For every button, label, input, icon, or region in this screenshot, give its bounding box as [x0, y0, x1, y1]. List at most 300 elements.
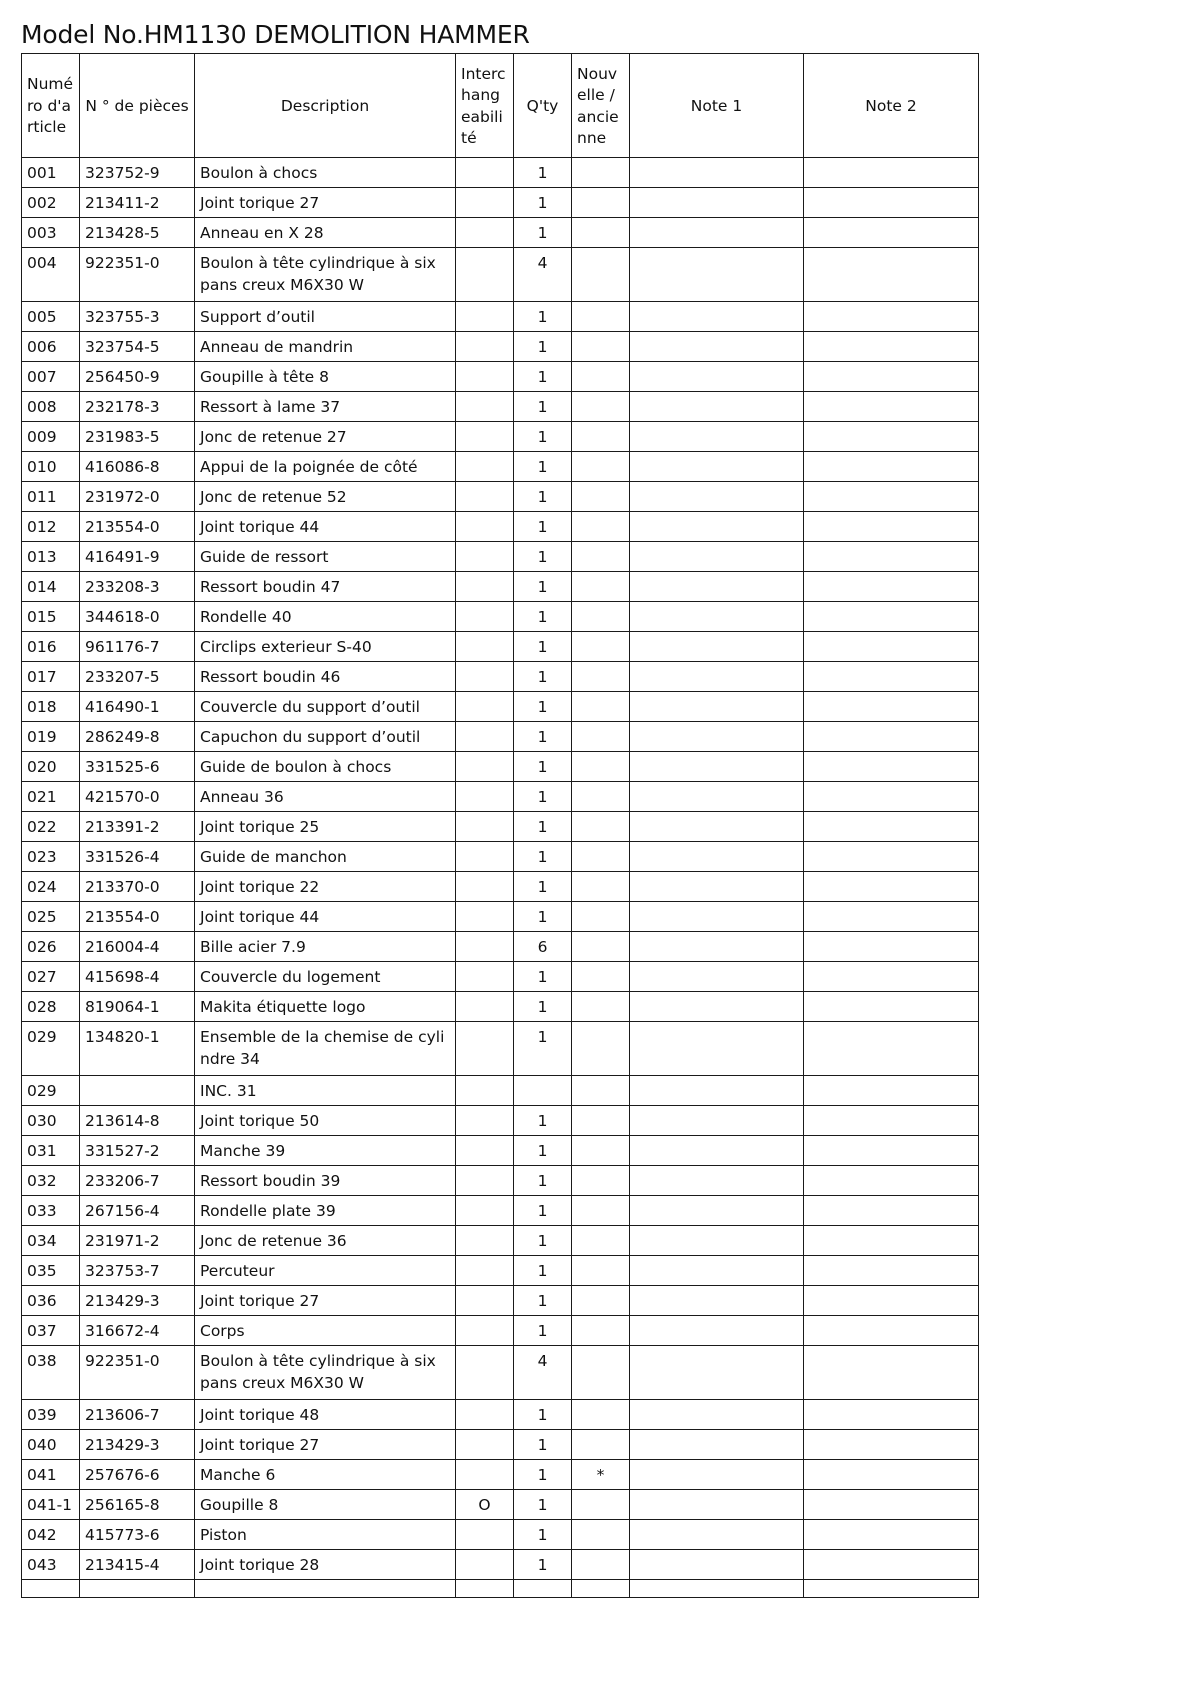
- note-1-cell: [630, 872, 804, 902]
- new-old-cell: [572, 962, 630, 992]
- table-row: [22, 392, 979, 422]
- quantity-cell: 1: [514, 512, 572, 542]
- description-cell: Joint torique 50: [195, 1106, 456, 1136]
- table-row: [22, 752, 979, 782]
- new-old-cell: [572, 188, 630, 218]
- new-old-cell: [572, 1106, 630, 1136]
- note-2-cell: [804, 662, 979, 692]
- description-cell: Ressort boudin 39: [195, 1166, 456, 1196]
- item-number-cell: 016: [22, 632, 80, 662]
- item-number-cell: 035: [22, 1256, 80, 1286]
- note-1-cell: [630, 782, 804, 812]
- new-old-cell: [572, 158, 630, 188]
- quantity-cell: 1: [514, 992, 572, 1022]
- note-2-cell: [804, 1076, 979, 1106]
- new-old-cell: *: [572, 1460, 630, 1490]
- new-old-cell: [572, 662, 630, 692]
- quantity-cell: 1: [514, 1256, 572, 1286]
- item-number-cell: 028: [22, 992, 80, 1022]
- interchangeability-cell: [456, 812, 514, 842]
- note-2-cell: [804, 302, 979, 332]
- note-1-cell: [630, 992, 804, 1022]
- description-cell: Guide de boulon à chocs: [195, 752, 456, 782]
- description-cell: Makita étiquette logo: [195, 992, 456, 1022]
- note-2-cell: [804, 1460, 979, 1490]
- description-cell: Circlips exterieur S-40: [195, 632, 456, 662]
- description-cell: Couvercle du support d’outil: [195, 692, 456, 722]
- note-1-cell: [630, 1136, 804, 1166]
- item-number-cell: 025: [22, 902, 80, 932]
- part-number-cell: 213606-7: [80, 1400, 195, 1430]
- new-old-cell: [572, 602, 630, 632]
- empty-cell: [630, 1580, 804, 1598]
- quantity-cell: 1: [514, 812, 572, 842]
- part-number-cell: 216004-4: [80, 932, 195, 962]
- note-1-cell: [630, 1490, 804, 1520]
- item-number-cell: 002: [22, 188, 80, 218]
- note-1-cell: [630, 1316, 804, 1346]
- new-old-cell: [572, 632, 630, 662]
- description-cell: Manche 39: [195, 1136, 456, 1166]
- item-number-cell: 022: [22, 812, 80, 842]
- new-old-cell: [572, 1166, 630, 1196]
- description-cell: Goupille 8: [195, 1490, 456, 1520]
- interchangeability-cell: [456, 632, 514, 662]
- interchangeability-cell: [456, 1226, 514, 1256]
- quantity-cell: [514, 1076, 572, 1106]
- item-number-cell: 012: [22, 512, 80, 542]
- note-2-cell: [804, 1256, 979, 1286]
- note-2-cell: [804, 692, 979, 722]
- part-number-cell: 416491-9: [80, 542, 195, 572]
- note-1-cell: [630, 218, 804, 248]
- item-number-cell: 003: [22, 218, 80, 248]
- item-number-cell: 024: [22, 872, 80, 902]
- page-title: Model No.HM1130 DEMOLITION HAMMER: [21, 20, 530, 49]
- quantity-cell: 4: [514, 1346, 572, 1400]
- new-old-cell: [572, 422, 630, 452]
- note-1-cell: [630, 1226, 804, 1256]
- interchangeability-cell: [456, 692, 514, 722]
- note-2-cell: [804, 1430, 979, 1460]
- description-cell: Jonc de retenue 52: [195, 482, 456, 512]
- item-number-cell: 018: [22, 692, 80, 722]
- item-number-cell: 040: [22, 1430, 80, 1460]
- description-cell: Boulon à tête cylindrique à six pans creux M6X30 W: [195, 248, 456, 302]
- table-row: [22, 1256, 979, 1286]
- note-1-cell: [630, 1346, 804, 1400]
- new-old-cell: [572, 782, 630, 812]
- table-row-continued: [22, 1580, 979, 1598]
- empty-cell: [456, 1580, 514, 1598]
- note-2-cell: [804, 1346, 979, 1400]
- table-row: [22, 332, 979, 362]
- interchangeability-cell: [456, 1106, 514, 1136]
- note-1-cell: [630, 812, 804, 842]
- note-1-cell: [630, 1430, 804, 1460]
- description-cell: Ensemble de la chemise de cylindre 34: [195, 1022, 456, 1076]
- interchangeability-cell: [456, 932, 514, 962]
- description-cell: Guide de ressort: [195, 542, 456, 572]
- interchangeability-cell: [456, 1256, 514, 1286]
- part-number-cell: 213370-0: [80, 872, 195, 902]
- part-number-cell: 213428-5: [80, 218, 195, 248]
- description-cell: Anneau de mandrin: [195, 332, 456, 362]
- part-number-cell: 961176-7: [80, 632, 195, 662]
- item-number-cell: 042: [22, 1520, 80, 1550]
- note-1-cell: [630, 752, 804, 782]
- table-row: [22, 632, 979, 662]
- part-number-cell: 213554-0: [80, 902, 195, 932]
- empty-cell: [514, 1580, 572, 1598]
- description-cell: Percuteur: [195, 1256, 456, 1286]
- table-row: [22, 1400, 979, 1430]
- quantity-cell: 1: [514, 422, 572, 452]
- part-number-cell: 232178-3: [80, 392, 195, 422]
- quantity-cell: 1: [514, 1430, 572, 1460]
- quantity-cell: 1: [514, 962, 572, 992]
- quantity-cell: 1: [514, 1196, 572, 1226]
- quantity-cell: 1: [514, 452, 572, 482]
- table-row: [22, 188, 979, 218]
- note-2-cell: [804, 1490, 979, 1520]
- table-row: [22, 872, 979, 902]
- new-old-cell: [572, 542, 630, 572]
- new-old-cell: [572, 1196, 630, 1226]
- item-number-cell: 034: [22, 1226, 80, 1256]
- description-cell: Joint torique 22: [195, 872, 456, 902]
- note-1-cell: [630, 692, 804, 722]
- note-2-cell: [804, 218, 979, 248]
- interchangeability-cell: [456, 218, 514, 248]
- new-old-cell: [572, 362, 630, 392]
- part-number-cell: 323754-5: [80, 332, 195, 362]
- part-number-cell: 323752-9: [80, 158, 195, 188]
- item-number-cell: 009: [22, 422, 80, 452]
- table-row: [22, 1106, 979, 1136]
- item-number-cell: 014: [22, 572, 80, 602]
- note-2-cell: [804, 1286, 979, 1316]
- new-old-cell: [572, 992, 630, 1022]
- table-row: [22, 1076, 979, 1106]
- new-old-cell: [572, 1316, 630, 1346]
- note-1-cell: [630, 332, 804, 362]
- part-number-cell: 231972-0: [80, 482, 195, 512]
- interchangeability-cell: [456, 722, 514, 752]
- header-part-number: N ° de pièces: [80, 54, 195, 158]
- note-2-cell: [804, 962, 979, 992]
- table-row: [22, 218, 979, 248]
- note-2-cell: [804, 482, 979, 512]
- description-cell: Appui de la poignée de côté: [195, 452, 456, 482]
- interchangeability-cell: [456, 1460, 514, 1490]
- note-1-cell: [630, 302, 804, 332]
- note-2-cell: [804, 158, 979, 188]
- part-number-cell: 415773-6: [80, 1520, 195, 1550]
- part-number-cell: 233208-3: [80, 572, 195, 602]
- quantity-cell: 6: [514, 932, 572, 962]
- table-row: [22, 572, 979, 602]
- interchangeability-cell: [456, 1316, 514, 1346]
- description-cell: Rondelle 40: [195, 602, 456, 632]
- new-old-cell: [572, 1490, 630, 1520]
- empty-cell: [195, 1580, 456, 1598]
- parts-table: [21, 53, 979, 1598]
- item-number-cell: 037: [22, 1316, 80, 1346]
- interchangeability-cell: [456, 542, 514, 572]
- note-1-cell: [630, 842, 804, 872]
- description-cell: Ressort boudin 46: [195, 662, 456, 692]
- quantity-cell: 1: [514, 1226, 572, 1256]
- quantity-cell: 1: [514, 902, 572, 932]
- item-number-cell: 017: [22, 662, 80, 692]
- note-2-cell: [804, 572, 979, 602]
- description-cell: Ressort à lame 37: [195, 392, 456, 422]
- description-cell: Joint torique 27: [195, 188, 456, 218]
- description-cell: Joint torique 27: [195, 1430, 456, 1460]
- part-number-cell: 415698-4: [80, 962, 195, 992]
- table-row: [22, 158, 979, 188]
- note-1-cell: [630, 362, 804, 392]
- note-2-cell: [804, 512, 979, 542]
- item-number-cell: 032: [22, 1166, 80, 1196]
- part-number-cell: 213391-2: [80, 812, 195, 842]
- description-cell: Joint torique 48: [195, 1400, 456, 1430]
- quantity-cell: 1: [514, 158, 572, 188]
- interchangeability-cell: [456, 362, 514, 392]
- note-2-cell: [804, 992, 979, 1022]
- new-old-cell: [572, 752, 630, 782]
- header-note-2: Note 2: [804, 54, 979, 158]
- quantity-cell: 1: [514, 1400, 572, 1430]
- note-1-cell: [630, 1022, 804, 1076]
- quantity-cell: 1: [514, 752, 572, 782]
- new-old-cell: [572, 392, 630, 422]
- new-old-cell: [572, 332, 630, 362]
- new-old-cell: [572, 1076, 630, 1106]
- part-number-cell: 213415-4: [80, 1550, 195, 1580]
- item-number-cell: 031: [22, 1136, 80, 1166]
- new-old-cell: [572, 512, 630, 542]
- note-2-cell: [804, 1196, 979, 1226]
- quantity-cell: 1: [514, 542, 572, 572]
- header-item-number: Numéro d'article: [22, 54, 80, 158]
- quantity-cell: 1: [514, 692, 572, 722]
- interchangeability-cell: [456, 392, 514, 422]
- interchangeability-cell: [456, 902, 514, 932]
- interchangeability-cell: [456, 158, 514, 188]
- new-old-cell: [572, 1550, 630, 1580]
- note-1-cell: [630, 1106, 804, 1136]
- table-row: [22, 782, 979, 812]
- new-old-cell: [572, 1520, 630, 1550]
- item-number-cell: 027: [22, 962, 80, 992]
- part-number-cell: 323755-3: [80, 302, 195, 332]
- table-row: [22, 1136, 979, 1166]
- note-2-cell: [804, 602, 979, 632]
- part-number-cell: 416086-8: [80, 452, 195, 482]
- item-number-cell: 013: [22, 542, 80, 572]
- table-row: [22, 1316, 979, 1346]
- item-number-cell: 041: [22, 1460, 80, 1490]
- table-row: [22, 932, 979, 962]
- note-1-cell: [630, 542, 804, 572]
- interchangeability-cell: [456, 1196, 514, 1226]
- note-1-cell: [630, 248, 804, 302]
- item-number-cell: 020: [22, 752, 80, 782]
- part-number-cell: 267156-4: [80, 1196, 195, 1226]
- table-row: [22, 1022, 979, 1076]
- new-old-cell: [572, 302, 630, 332]
- note-2-cell: [804, 1550, 979, 1580]
- item-number-cell: 023: [22, 842, 80, 872]
- part-number-cell: 233206-7: [80, 1166, 195, 1196]
- table-row: [22, 302, 979, 332]
- table-row: [22, 722, 979, 752]
- quantity-cell: 1: [514, 1550, 572, 1580]
- note-2-cell: [804, 1400, 979, 1430]
- table-row: [22, 602, 979, 632]
- interchangeability-cell: [456, 302, 514, 332]
- description-cell: Corps: [195, 1316, 456, 1346]
- quantity-cell: 1: [514, 392, 572, 422]
- description-cell: Boulon à chocs: [195, 158, 456, 188]
- new-old-cell: [572, 812, 630, 842]
- part-number-cell: 331526-4: [80, 842, 195, 872]
- note-2-cell: [804, 188, 979, 218]
- quantity-cell: 1: [514, 302, 572, 332]
- part-number-cell: 233207-5: [80, 662, 195, 692]
- empty-cell: [804, 1580, 979, 1598]
- note-2-cell: [804, 392, 979, 422]
- note-1-cell: [630, 932, 804, 962]
- note-2-cell: [804, 362, 979, 392]
- description-cell: Joint torique 44: [195, 512, 456, 542]
- quantity-cell: 1: [514, 1106, 572, 1136]
- quantity-cell: 1: [514, 602, 572, 632]
- quantity-cell: 1: [514, 1166, 572, 1196]
- note-2-cell: [804, 1136, 979, 1166]
- table-row: [22, 1520, 979, 1550]
- quantity-cell: 1: [514, 1136, 572, 1166]
- note-1-cell: [630, 1196, 804, 1226]
- table-header-row: [22, 54, 979, 158]
- note-1-cell: [630, 602, 804, 632]
- table-row: [22, 812, 979, 842]
- table-row: [22, 452, 979, 482]
- item-number-cell: 030: [22, 1106, 80, 1136]
- interchangeability-cell: [456, 1136, 514, 1166]
- description-cell: Anneau 36: [195, 782, 456, 812]
- new-old-cell: [572, 842, 630, 872]
- note-1-cell: [630, 392, 804, 422]
- table-row: [22, 422, 979, 452]
- part-number-cell: 231971-2: [80, 1226, 195, 1256]
- note-2-cell: [804, 812, 979, 842]
- note-2-cell: [804, 932, 979, 962]
- part-number-cell: 213554-0: [80, 512, 195, 542]
- interchangeability-cell: [456, 572, 514, 602]
- table-row: [22, 1196, 979, 1226]
- note-2-cell: [804, 1022, 979, 1076]
- header-note-1: Note 1: [630, 54, 804, 158]
- new-old-cell: [572, 218, 630, 248]
- item-number-cell: 015: [22, 602, 80, 632]
- note-2-cell: [804, 1226, 979, 1256]
- interchangeability-cell: [456, 662, 514, 692]
- new-old-cell: [572, 452, 630, 482]
- table-body: [22, 158, 979, 1598]
- part-number-cell: 256450-9: [80, 362, 195, 392]
- note-2-cell: [804, 248, 979, 302]
- new-old-cell: [572, 872, 630, 902]
- new-old-cell: [572, 1346, 630, 1400]
- note-1-cell: [630, 1076, 804, 1106]
- table-row: [22, 1460, 979, 1490]
- item-number-cell: 039: [22, 1400, 80, 1430]
- part-number-cell: 256165-8: [80, 1490, 195, 1520]
- item-number-cell: 001: [22, 158, 80, 188]
- empty-cell: [22, 1580, 80, 1598]
- note-1-cell: [630, 482, 804, 512]
- interchangeability-cell: [456, 1520, 514, 1550]
- quantity-cell: 1: [514, 1520, 572, 1550]
- description-cell: Boulon à tête cylindrique à six pans creux M6X30 W: [195, 1346, 456, 1400]
- quantity-cell: 1: [514, 632, 572, 662]
- note-1-cell: [630, 722, 804, 752]
- part-number-cell: 819064-1: [80, 992, 195, 1022]
- table-row: [22, 1346, 979, 1400]
- item-number-cell: 026: [22, 932, 80, 962]
- new-old-cell: [572, 1136, 630, 1166]
- part-number-cell: 213429-3: [80, 1286, 195, 1316]
- item-number-cell: 021: [22, 782, 80, 812]
- note-1-cell: [630, 902, 804, 932]
- new-old-cell: [572, 1430, 630, 1460]
- note-1-cell: [630, 1460, 804, 1490]
- interchangeability-cell: [456, 422, 514, 452]
- quantity-cell: 1: [514, 1460, 572, 1490]
- description-cell: Joint torique 28: [195, 1550, 456, 1580]
- part-number-cell: 213614-8: [80, 1106, 195, 1136]
- description-cell: Jonc de retenue 36: [195, 1226, 456, 1256]
- table-row: [22, 1286, 979, 1316]
- interchangeability-cell: [456, 188, 514, 218]
- table-row: [22, 962, 979, 992]
- note-2-cell: [804, 632, 979, 662]
- table-row: [22, 512, 979, 542]
- item-number-cell: 036: [22, 1286, 80, 1316]
- interchangeability-cell: [456, 1400, 514, 1430]
- quantity-cell: 1: [514, 362, 572, 392]
- description-cell: Bille acier 7.9: [195, 932, 456, 962]
- interchangeability-cell: [456, 1346, 514, 1400]
- interchangeability-cell: [456, 752, 514, 782]
- part-number-cell: 416490-1: [80, 692, 195, 722]
- interchangeability-cell: [456, 482, 514, 512]
- empty-cell: [572, 1580, 630, 1598]
- quantity-cell: 1: [514, 1022, 572, 1076]
- empty-cell: [80, 1580, 195, 1598]
- note-1-cell: [630, 1286, 804, 1316]
- table-row: [22, 542, 979, 572]
- interchangeability-cell: [456, 1022, 514, 1076]
- new-old-cell: [572, 722, 630, 752]
- interchangeability-cell: [456, 782, 514, 812]
- description-cell: Couvercle du logement: [195, 962, 456, 992]
- item-number-cell: 029: [22, 1022, 80, 1076]
- interchangeability-cell: [456, 452, 514, 482]
